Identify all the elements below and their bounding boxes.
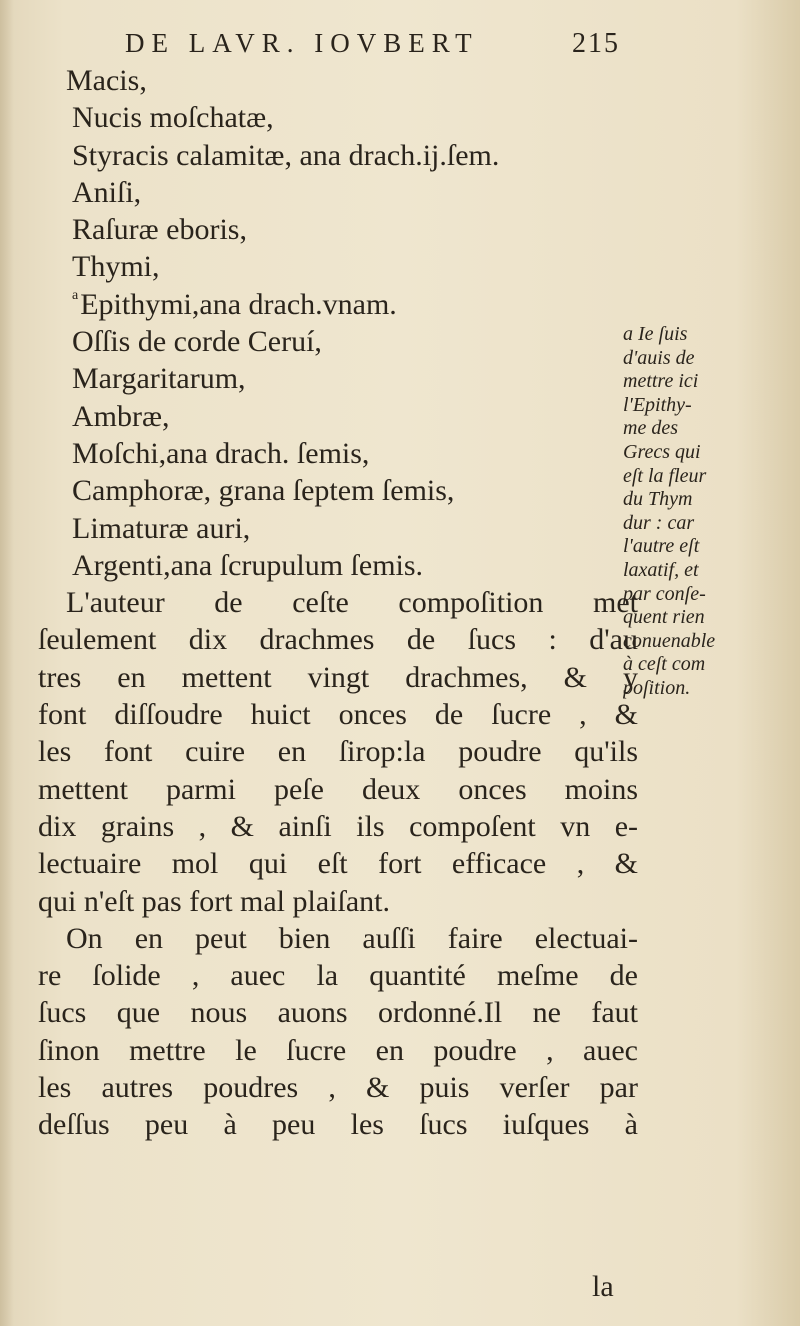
page-number: 215	[572, 28, 620, 59]
recipe-line: Raſuræ eboris,	[72, 213, 247, 247]
paragraph-line: On en peut bien auſſi faire electuai-	[66, 921, 638, 955]
recipe-line: Styracis calamitæ, ana drach.ij.ſem.	[72, 138, 500, 172]
margin-note-line: a Ie ſuis	[623, 323, 688, 345]
paragraph-line: les font cuire en ſirop:la poudre qu'ils	[38, 735, 638, 769]
margin-note-line: conuenable	[623, 629, 716, 652]
paragraph-line: font diſſoudre huict onces de ſucre , &	[38, 698, 638, 732]
margin-note-line: Grecs qui	[623, 440, 701, 463]
paragraph-line: lectuaire mol qui eſt fort efficace , &	[38, 847, 638, 881]
paragraph-line: les autres poudres , & puis verſer par	[38, 1071, 638, 1105]
recipe-list	[38, 62, 638, 584]
margin-note-line: l'Epithy-	[623, 393, 692, 416]
margin-note-line: par conſe-	[623, 582, 706, 605]
margin-note-line: poſition.	[623, 676, 691, 699]
margin-note-line: mettre ici	[623, 370, 699, 393]
paragraph-line: dix grains , & ainſi ils compoſent vn e-	[38, 809, 638, 843]
margin-note-line: laxatif, et	[623, 558, 699, 581]
recipe-line: Aniſi,	[72, 175, 142, 209]
footnote-marker: a	[72, 287, 79, 303]
recipe-line: Thymi,	[72, 250, 160, 284]
paragraph-line: ſeulement dix drachmes de ſucs : d'au	[38, 623, 638, 657]
recipe-line: Nucis moſchatæ,	[72, 101, 274, 135]
gutter-shadow	[0, 0, 14, 1326]
margin-note-line: à ceſt com	[623, 653, 706, 676]
recipe-line-annotated	[38, 286, 638, 323]
margin-note-line: d'auis de	[623, 346, 695, 369]
margin-note-line: du Thym	[623, 488, 693, 511]
margin-note-line: quent rien	[623, 606, 705, 629]
margin-note	[623, 323, 788, 701]
running-head: DE LAVR. IOVBERT	[125, 28, 479, 58]
paragraph-line: ſucs que nous auons ordonné.Il ne faut	[38, 996, 638, 1030]
recipe-line: Argenti,ana ſcrupulum ſemis.	[72, 548, 424, 582]
margin-note-line: l'autre eſt	[623, 535, 700, 558]
recipe-line: Ambræ,	[72, 399, 170, 433]
margin-note-line: dur : car	[623, 511, 695, 534]
recipe-line: Camphoræ, grana ſeptem ſemis,	[72, 474, 455, 508]
recipe-line: Margaritarum,	[72, 362, 246, 396]
margin-note-line: eſt la fleur	[623, 464, 707, 487]
paragraph-line: L'auteur de ceſte compoſition met	[66, 586, 638, 620]
margin-note-line: me des	[623, 417, 678, 440]
recipe-line: Moſchi,ana drach. ſemis,	[72, 436, 370, 470]
paragraph-line: qui n'eſt pas fort mal plaiſant.	[38, 884, 390, 918]
main-text-block	[38, 62, 638, 1144]
paragraph-first	[38, 584, 638, 920]
paragraph-line: ſinon mettre le ſucre en poudre , auec	[38, 1033, 638, 1067]
paragraph-line: tres en mettent vingt drachmes, & y	[38, 660, 638, 694]
recipe-line: Limaturæ auri,	[72, 511, 251, 545]
recipe-line: Oſſis de corde Ceruí,	[72, 325, 322, 359]
catchword: la	[592, 1270, 614, 1303]
paragraph-line: deſſus peu à peu les ſucs iuſques à	[38, 1108, 638, 1142]
paragraph-second	[38, 920, 638, 1144]
recipe-line-text: Epithymi,ana drach.vnam.	[80, 287, 397, 321]
recipe-line: Macis,	[66, 64, 147, 97]
paragraph-line: re ſolide , auec la quantité meſme de	[38, 959, 638, 993]
paragraph-line: mettent parmi peſe deux onces moins	[38, 772, 638, 806]
